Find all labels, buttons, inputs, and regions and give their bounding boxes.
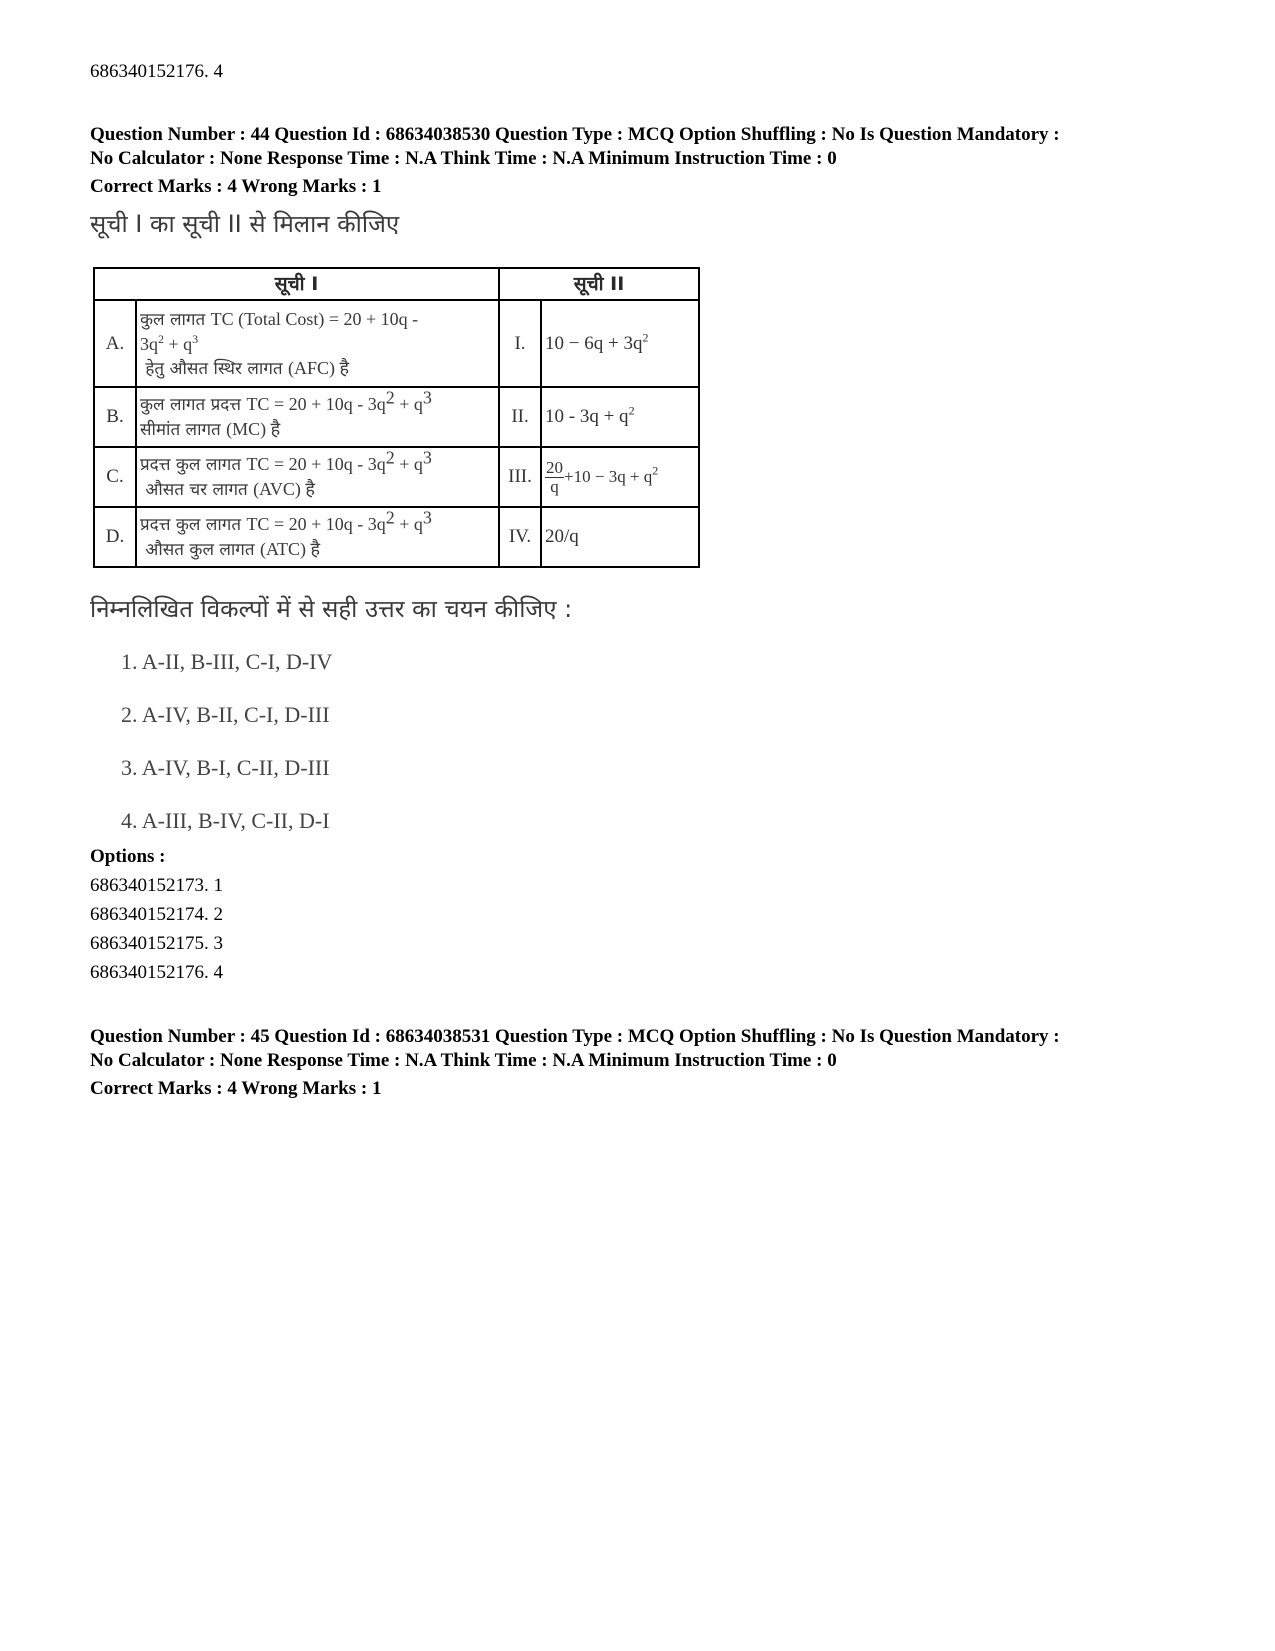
question-44-meta-line-1: Question Number : 44 Question Id : 68634038530 Question Type : MCQ Option Shuffling : No Is Question Mandatory : [90, 124, 1060, 145]
choice-4: 4. A-III, B-IV, C-II, D-I [121, 808, 330, 833]
question-44-instruction: सूची I का सूची II से मिलान कीजिए [90, 210, 400, 238]
list-1-item-d: प्रदत्त कुल लागत TC = $20 + 10q - 3q^2 + q^3$ औसत कुल लागत (ATC) है [136, 507, 499, 567]
list-1-item-b: कुल लागत प्रदत्त TC = $20 + 10q - 3q^2 + q^3$ सीमांत लागत (MC) है [136, 387, 499, 447]
row-label: D. [94, 507, 136, 567]
row-label: A. [94, 300, 136, 387]
option-1: 686340152173. 1 [90, 875, 223, 896]
question-45-meta-line-2: No Calculator : None Response Time : N.A Think Time : N.A Minimum Instruction Time : 0 [90, 1050, 837, 1071]
roman-label: II. [499, 387, 541, 447]
match-table [93, 267, 700, 568]
table-row [94, 387, 699, 447]
option-3: 686340152175. 3 [90, 933, 223, 954]
row-label: C. [94, 447, 136, 507]
match-table-header-row [94, 268, 699, 300]
list-1-header: सूची I [94, 268, 499, 300]
question-45-metadata [90, 1025, 1190, 1073]
list-1-item-a: कुल लागत TC (Total Cost) = 20 + 10q - $3q^2 + q^3$ हेतु औसत स्थिर लागत (AFC) है [136, 300, 499, 387]
list-2-header: सूची II [499, 268, 699, 300]
fraction: $\frac{20}{q}$ [546, 457, 564, 496]
table-row [94, 300, 699, 387]
roman-label: III. [499, 447, 541, 507]
roman-label: IV. [499, 507, 541, 567]
question-44-meta-line-2: No Calculator : None Response Time : N.A Think Time : N.A Minimum Instruction Time : 0 [90, 148, 837, 169]
table-row [94, 447, 699, 507]
option-4: 686340152176. 4 [90, 962, 223, 983]
question-45-meta-line-1: Question Number : 45 Question Id : 68634038531 Question Type : MCQ Option Shuffling : No Is Question Mandatory : [90, 1026, 1060, 1047]
question-44-metadata [90, 123, 1190, 171]
question-45-marks: Correct Marks : 4 Wrong Marks : 1 [90, 1078, 382, 1099]
list-2-item-i: $10 - 6q + 3q^2$ [541, 300, 699, 387]
option-2: 686340152174. 2 [90, 904, 223, 925]
question-44-marks: Correct Marks : 4 Wrong Marks : 1 [90, 176, 382, 197]
list-2-item-ii: $10 - 3q + q^2$ [541, 387, 699, 447]
list-2-item-iv: 20/q [541, 507, 699, 567]
roman-label: I. [499, 300, 541, 387]
list-1-item-c: प्रदत्त कुल लागत TC = $20 + 10q - 3q^2 + q^3$ औसत चर लागत (AVC) है [136, 447, 499, 507]
choice-1: 1. A-II, B-III, C-I, D-IV [121, 649, 333, 674]
select-prompt: निम्नलिखित विकल्पों में से सही उत्तर का चयन कीजिए : [90, 595, 573, 623]
list-2-item-iii: $\frac{20}{q}$ $+10 - 3q + q^2$ [541, 447, 699, 507]
choice-3: 3. A-IV, B-I, C-II, D-III [121, 755, 330, 780]
choice-2: 2. A-IV, B-II, C-I, D-III [121, 702, 330, 727]
row-label: B. [94, 387, 136, 447]
table-row [94, 507, 699, 567]
options-label: Options : [90, 846, 166, 867]
previous-option-line: 686340152176. 4 [90, 61, 223, 82]
